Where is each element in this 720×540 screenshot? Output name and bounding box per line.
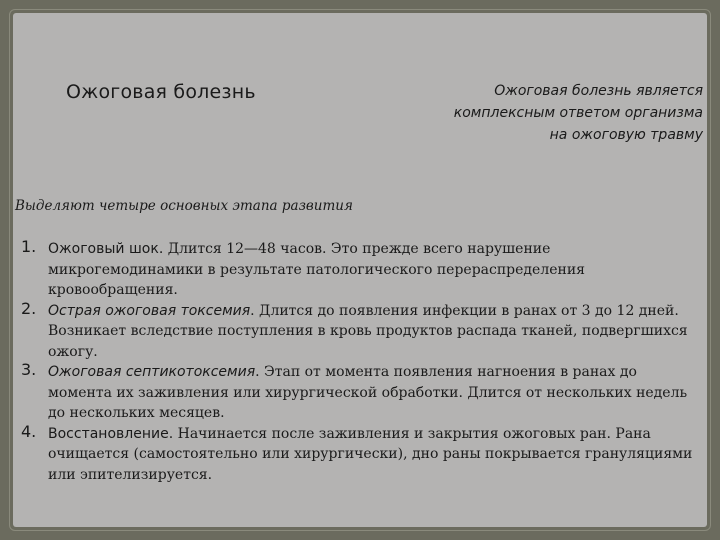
stage-description: . Длится до появления инфекции в ранах от 3 до 12 дней. Возникает вследствие поступления в кровь продуктов распада тканей, подвергшихся ожогу. bbox=[48, 302, 688, 360]
stage-number: 1. bbox=[21, 237, 37, 256]
stage-name: Ожоговый шок bbox=[48, 241, 159, 257]
stage-item bbox=[15, 298, 705, 363]
slide bbox=[13, 13, 707, 527]
stage-description: Начинается после заживления и закрытия ожоговых ран. Рана очищается (самостоятельно или хирургически), дно раны покрывается грануляциями или эпителизируется. bbox=[48, 425, 693, 483]
stage-name: Острая ожоговая токсемия bbox=[48, 302, 251, 319]
stage-item bbox=[15, 421, 705, 486]
stage-number: 3. bbox=[21, 360, 37, 379]
stages-list bbox=[15, 239, 705, 485]
stage-number: 4. bbox=[21, 421, 37, 441]
definition-text: Ожоговая болезнь является комплексным ответом организма на ожоговую травму bbox=[453, 83, 703, 143]
stage-name: Восстановление. bbox=[48, 425, 174, 442]
stage-number: 2. bbox=[21, 298, 37, 318]
stage-description: . Длится 12—48 часов. Это прежде всего нарушение микрогемодинамики в результате патологического перераспределения кровообращения. bbox=[48, 241, 586, 298]
stages-heading: Выделяют четыре основных этапа развития bbox=[15, 198, 353, 214]
slide-title: Ожоговая болезнь bbox=[66, 81, 256, 103]
stage-item bbox=[15, 362, 705, 424]
stage-name: Ожоговая септикотоксемия bbox=[48, 364, 256, 380]
stage-item bbox=[15, 239, 705, 301]
stage-description: . Этап от момента появления нагноения в ранах до момента их заживления или хирургической обработки. Длится от нескольких недель до нескольких месяцев. bbox=[48, 364, 688, 421]
